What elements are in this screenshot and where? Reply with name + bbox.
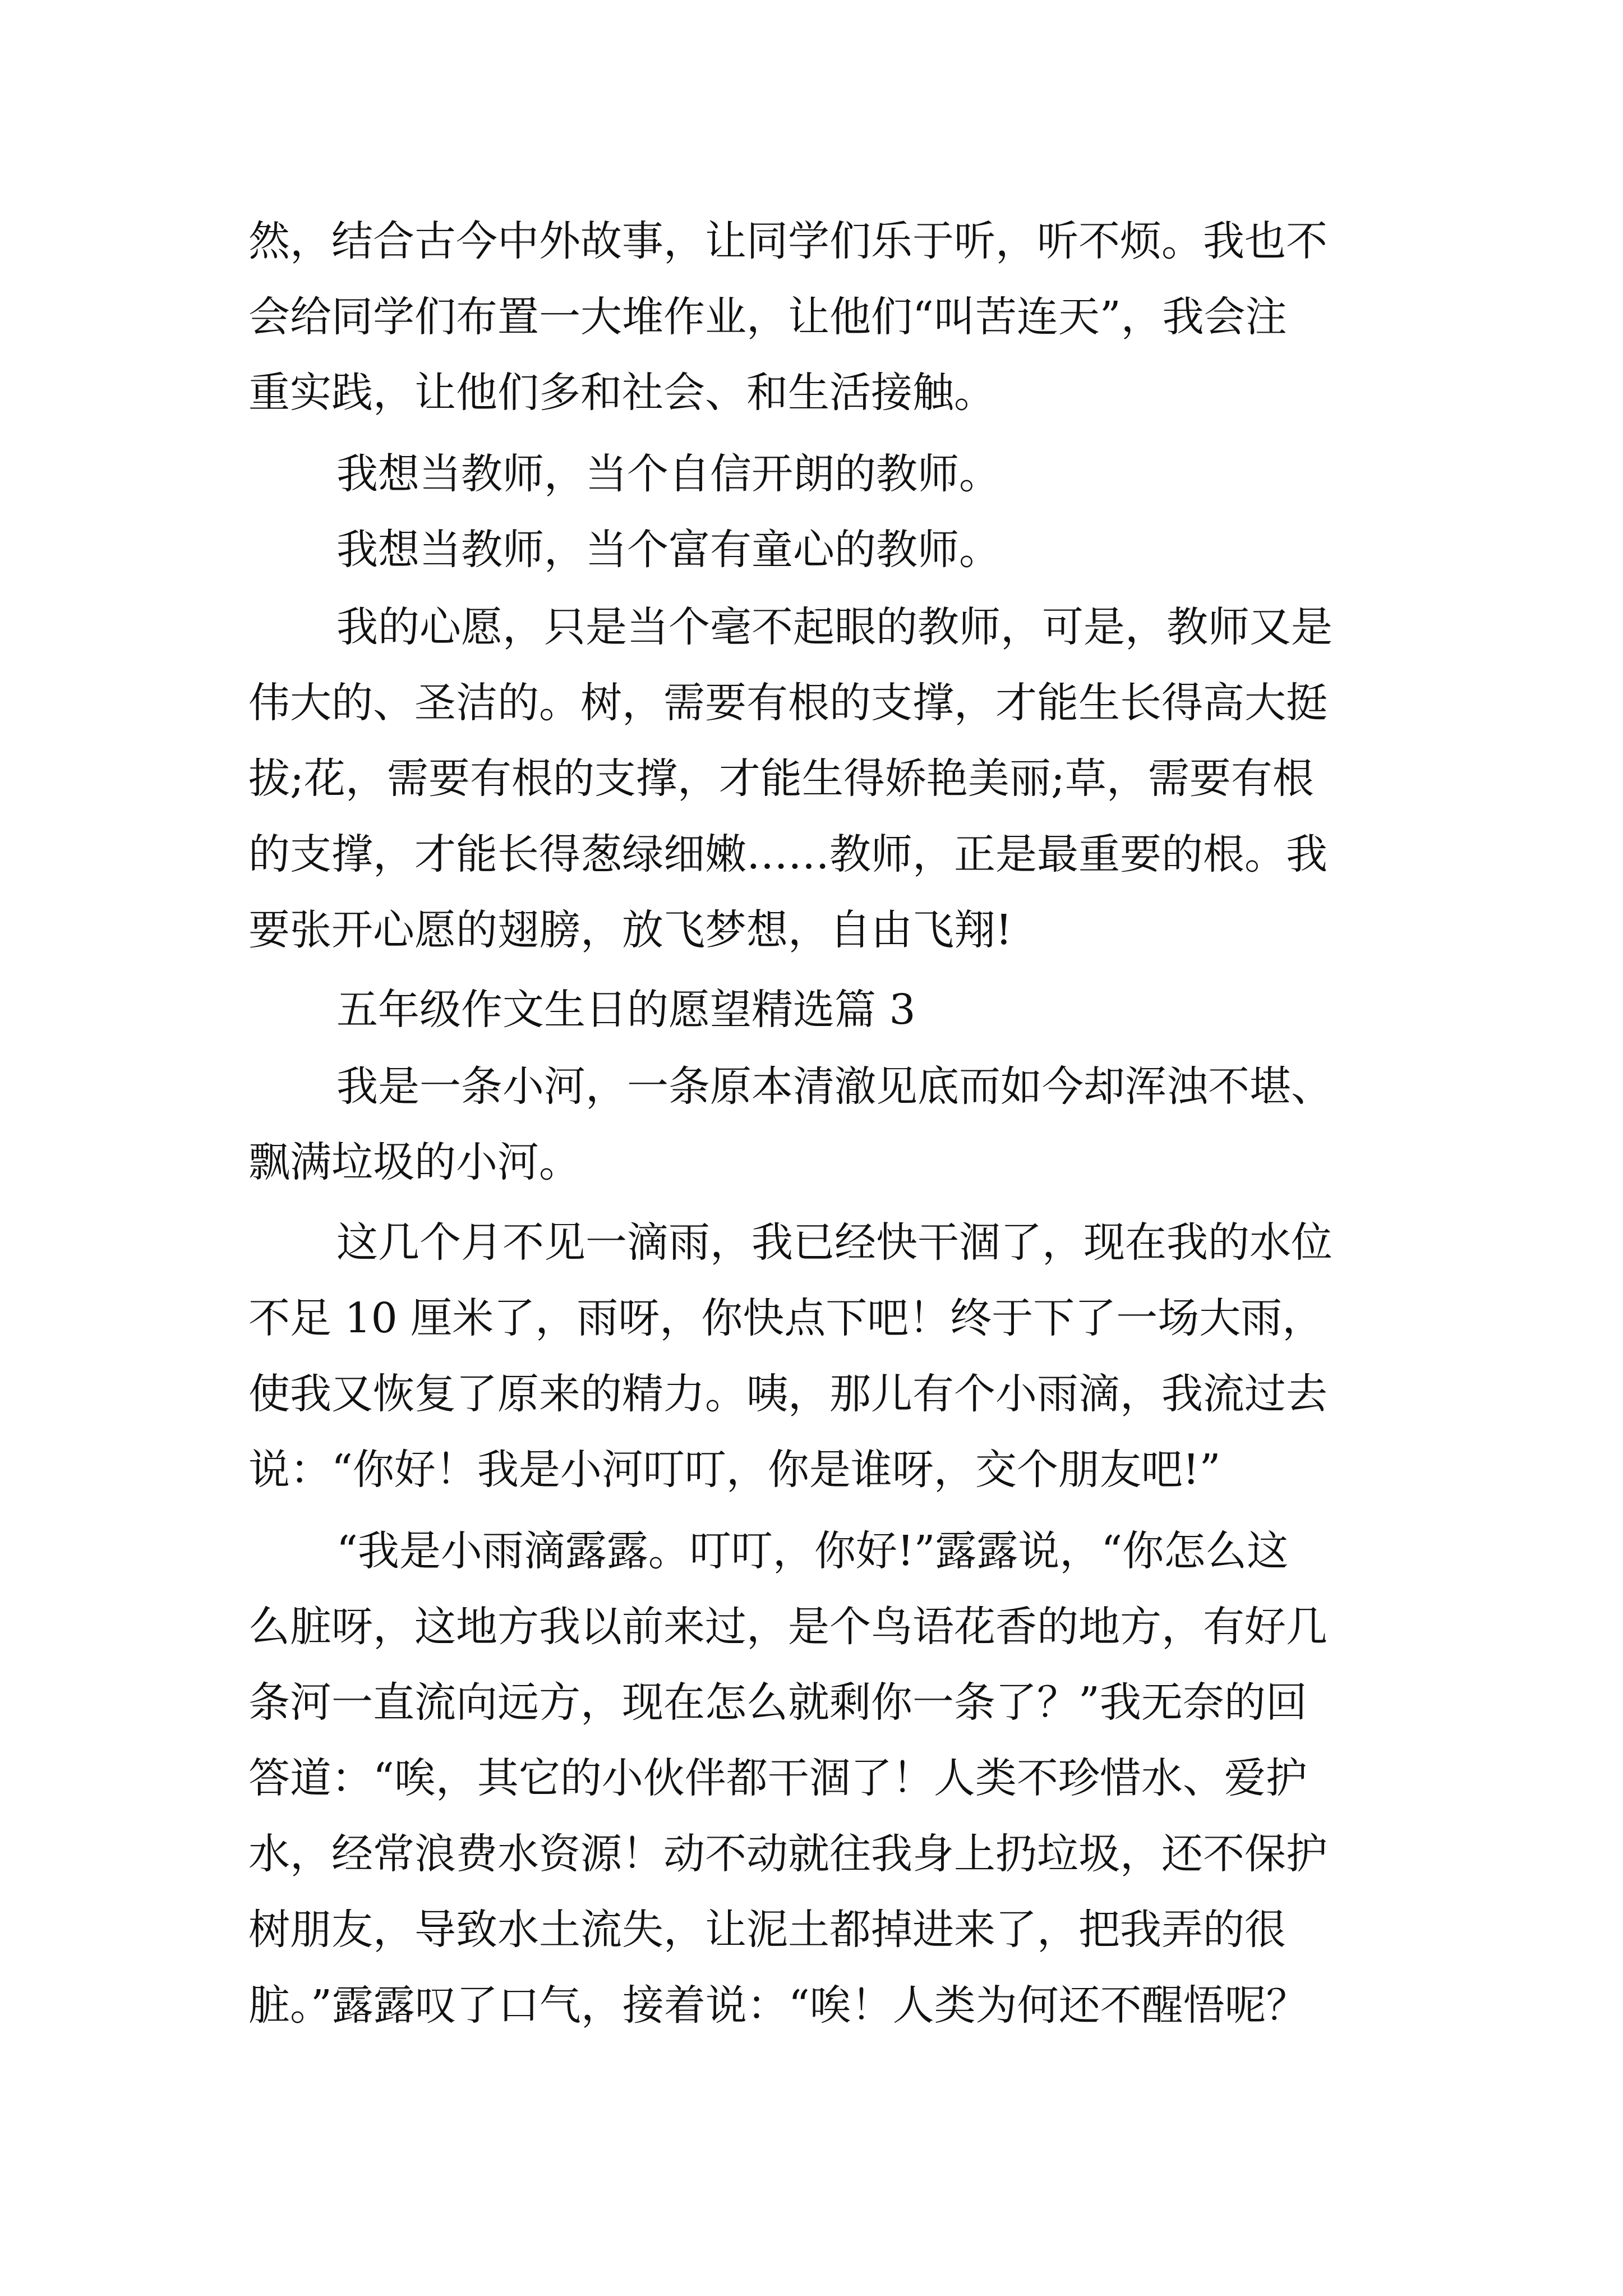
text-line: 说：“你好！我是小河叮叮，你是谁呀，交个朋友吧!” [248, 1446, 1221, 1494]
text-line: 会给同学们布置一大堆作业，让他们“叫苦连天”，我会注 [248, 293, 1287, 341]
text-line: 伟大的、圣洁的。树，需要有根的支撑，才能生长得高大挺 [248, 679, 1327, 727]
text-line: 我的心愿，只是当个毫不起眼的教师，可是，教师又是 [336, 603, 1332, 651]
text-line: 么脏呀，这地方我以前来过，是个鸟语花香的地方，有好几 [248, 1603, 1327, 1651]
text-line: 的支撑，才能长得葱绿细嫩……教师，正是最重要的根。我 [248, 830, 1327, 878]
text-line: 重实践，让他们多和社会、和生活接触。 [248, 369, 995, 417]
text-line: 要张开心愿的翅膀，放飞梦想，自由飞翔! [248, 906, 1012, 954]
text-line: 我想当教师，当个自信开朗的教师。 [336, 450, 1000, 498]
text-line: 拔;花，需要有根的支撑，才能生得娇艳美丽;草，需要有根 [248, 754, 1314, 803]
text-line: 飘满垃圾的小河。 [248, 1138, 580, 1186]
text-line: 答道：“唉，其它的小伙伴都干涸了！人类不珍惜水、爱护 [248, 1754, 1307, 1802]
text-line: 不足 10 厘米了，雨呀，你快点下吧！终于下了一场大雨， [248, 1294, 1324, 1342]
text-line: 脏。”露露叹了口气，接着说：“唉！人类为何还不醒悟呢？ [248, 1981, 1308, 2030]
text-line: 然，结合古今中外故事，让同学们乐于听，听不烦。我也不 [248, 217, 1327, 265]
section-heading: 五年级作文生日的愿望精选篇 3 [336, 986, 916, 1034]
text-line: 使我又恢复了原来的精力。咦，那儿有个小雨滴，我流过去 [248, 1370, 1327, 1418]
text-line: “我是小雨滴露露。叮叮，你好!”露露说，“你怎么这 [336, 1527, 1289, 1575]
text-line: 条河一直流向远方，现在怎么就剩你一条了？”我无奈的回 [248, 1678, 1307, 1727]
text-line: 树朋友，导致水土流失，让泥土都掉进来了，把我弄的很 [248, 1906, 1286, 1954]
text-line: 我想当教师，当个富有童心的教师。 [336, 526, 1000, 574]
text-line: 我是一条小河，一条原本清澈见底而如今却浑浊不堪、 [336, 1062, 1332, 1111]
text-line: 这几个月不见一滴雨，我已经快干涸了，现在我的水位 [336, 1218, 1332, 1267]
text-line: 水，经常浪费水资源！动不动就往我身上扔垃圾，还不保护 [248, 1830, 1327, 1878]
